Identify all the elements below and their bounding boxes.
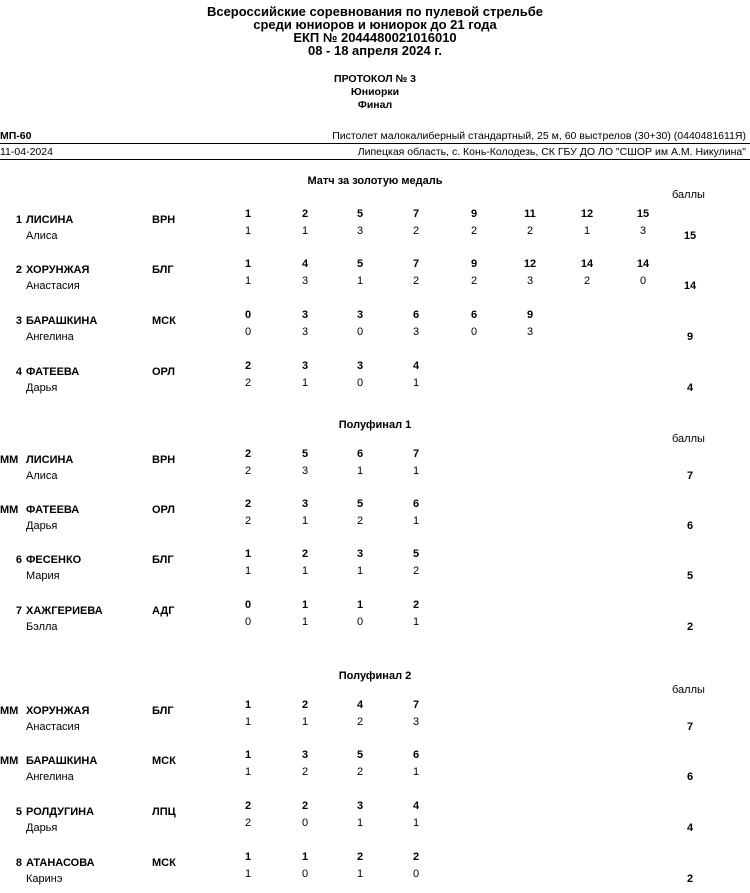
series-score: 1 [583, 225, 591, 237]
cumulative-score: 11 [524, 208, 536, 220]
points-total: 4 [686, 382, 694, 394]
points-total: 4 [686, 822, 694, 834]
cumulative-score: 14 [636, 258, 650, 270]
event-description: Пистолет малокалиберный стандартный, 25 м, 60 выстрелов (30+30) (0440481611Я) [332, 130, 746, 142]
cumulative-score: 6 [470, 309, 478, 321]
rank-cell: 1 [15, 214, 22, 226]
athlete-first-name: Алиса [26, 470, 58, 482]
series-score: 0 [470, 326, 478, 338]
points-total: 7 [686, 721, 694, 733]
series-score: 0 [639, 275, 647, 287]
header-rule-2 [0, 159, 750, 160]
rank-cell: 3 [15, 315, 22, 327]
series-score: 3 [412, 716, 420, 728]
series-score: 3 [526, 275, 534, 287]
cumulative-score: 3 [356, 309, 364, 321]
series-score: 0 [244, 616, 252, 628]
athlete-first-name: Дарья [26, 382, 58, 394]
title-line-2: среди юниоров и юниорок до 21 года [253, 17, 497, 32]
cumulative-score: 12 [523, 258, 537, 270]
cumulative-score: 3 [356, 360, 364, 372]
cumulative-score: 4 [301, 258, 309, 270]
cumulative-score: 2 [244, 448, 252, 460]
athlete-first-name: Ангелина [26, 771, 74, 783]
series-score: 0 [356, 377, 364, 389]
stage-label: Финал [357, 99, 393, 111]
series-score: 1 [244, 225, 252, 237]
cumulative-score: 1 [244, 208, 252, 220]
rank-cell: ММ [0, 504, 19, 516]
athlete-last-name: БАРАШКИНА [26, 315, 98, 327]
team-code: БЛГ [152, 264, 174, 276]
protocol-title: ПРОТОКОЛ № 3 [334, 73, 416, 85]
cumulative-score: 1 [244, 258, 252, 270]
team-code: МСК [152, 315, 176, 327]
series-score: 2 [244, 515, 252, 527]
section-title: Матч за золотую медаль [307, 175, 443, 187]
cumulative-score: 2 [244, 498, 252, 510]
athlete-last-name: ФЕСЕНКО [26, 554, 82, 566]
points-total: 15 [683, 230, 697, 242]
table-row [0, 800, 750, 838]
cumulative-score: 12 [580, 208, 594, 220]
points-total: 9 [686, 331, 694, 343]
cumulative-score: 9 [526, 309, 534, 321]
rank-cell: 2 [15, 264, 22, 276]
series-score: 1 [412, 616, 420, 628]
athlete-last-name: ХОРУНЖАЯ [26, 705, 90, 717]
cumulative-score: 3 [301, 309, 309, 321]
cumulative-score: 9 [470, 208, 478, 220]
cumulative-score: 2 [412, 599, 420, 611]
cumulative-score: 2 [412, 851, 420, 863]
series-score: 1 [301, 377, 309, 389]
series-score: 2 [301, 766, 309, 778]
points-column-header: баллы [672, 684, 705, 696]
points-column-header: баллы [672, 189, 705, 201]
cumulative-score: 0 [244, 309, 252, 321]
series-score: 1 [356, 275, 364, 287]
series-score: 2 [244, 817, 252, 829]
cumulative-score: 6 [412, 749, 420, 761]
team-code: БЛГ [152, 554, 174, 566]
cumulative-score: 5 [301, 448, 309, 460]
rank-cell: ММ [0, 755, 19, 767]
team-code: АДГ [152, 605, 175, 617]
table-row [0, 699, 750, 737]
cumulative-score: 7 [412, 699, 420, 711]
cumulative-score: 3 [301, 360, 309, 372]
cumulative-score: 2 [244, 800, 252, 812]
cumulative-score: 1 [356, 599, 364, 611]
cumulative-score: 5 [356, 749, 364, 761]
cumulative-score: 6 [412, 309, 420, 321]
cumulative-score: 9 [470, 258, 478, 270]
cumulative-score: 1 [244, 749, 252, 761]
series-score: 2 [412, 565, 420, 577]
points-total: 6 [686, 771, 694, 783]
cumulative-score: 15 [636, 208, 650, 220]
series-score: 2 [356, 716, 364, 728]
rank-cell: 5 [15, 806, 22, 818]
cumulative-score: 5 [356, 258, 364, 270]
athlete-last-name: ХАЖГЕРИЕВА [26, 605, 103, 617]
series-score: 2 [412, 225, 420, 237]
rank-cell: 8 [15, 857, 22, 869]
series-score: 0 [301, 817, 309, 829]
table-row [0, 851, 750, 889]
team-code: МСК [152, 857, 176, 869]
athlete-first-name: Ангелина [26, 331, 74, 343]
points-total: 6 [686, 520, 694, 532]
event-date: 11-04-2024 [0, 146, 53, 158]
cumulative-score: 1 [244, 548, 252, 560]
team-code: ВРН [152, 214, 176, 226]
cumulative-score: 5 [356, 208, 364, 220]
series-score: 2 [526, 225, 534, 237]
series-score: 2 [583, 275, 591, 287]
series-score: 1 [356, 817, 364, 829]
athlete-first-name: Бэлла [26, 621, 58, 633]
athlete-first-name: Мария [26, 570, 60, 582]
table-row [0, 208, 750, 246]
points-total: 2 [686, 621, 694, 633]
table-row [0, 498, 750, 536]
cumulative-score: 1 [301, 599, 309, 611]
title-line-3: ЕКП № 2044480021016010 [293, 30, 457, 45]
cumulative-score: 0 [244, 599, 252, 611]
series-score: 3 [356, 225, 364, 237]
cumulative-score: 2 [356, 851, 364, 863]
cumulative-score: 1 [301, 851, 309, 863]
cumulative-score: 4 [412, 800, 420, 812]
series-score: 0 [356, 616, 364, 628]
cumulative-score: 1 [244, 851, 252, 863]
cumulative-score: 2 [301, 208, 309, 220]
series-score: 1 [412, 817, 420, 829]
series-score: 1 [301, 716, 309, 728]
cumulative-score: 6 [412, 498, 420, 510]
team-code: ОРЛ [152, 504, 175, 516]
cumulative-score: 1 [244, 699, 252, 711]
cumulative-score: 6 [356, 448, 364, 460]
athlete-first-name: Дарья [26, 520, 58, 532]
series-score: 1 [412, 465, 420, 477]
cumulative-score: 2 [301, 548, 309, 560]
rank-cell: 4 [15, 366, 22, 378]
athlete-first-name: Каринэ [26, 873, 63, 885]
series-score: 1 [301, 515, 309, 527]
table-row [0, 309, 750, 347]
cumulative-score: 7 [412, 208, 420, 220]
cumulative-score: 2 [301, 699, 309, 711]
athlete-last-name: БАРАШКИНА [26, 755, 98, 767]
cumulative-score: 14 [580, 258, 594, 270]
series-score: 1 [244, 275, 252, 287]
header-rule-1 [0, 143, 750, 144]
series-score: 1 [244, 868, 252, 880]
cumulative-score: 3 [301, 749, 309, 761]
event-venue: Липецкая область, с. Конь-Колодезь, СК ГБУ ДО ЛО "СШОР им А.М. Никулина" [357, 146, 746, 158]
points-total: 7 [686, 470, 694, 482]
series-score: 1 [244, 565, 252, 577]
cumulative-score: 4 [412, 360, 420, 372]
series-score: 3 [301, 275, 309, 287]
cumulative-score: 3 [356, 800, 364, 812]
series-score: 2 [470, 275, 478, 287]
series-score: 0 [356, 326, 364, 338]
table-row [0, 360, 750, 398]
series-score: 2 [470, 225, 478, 237]
table-row [0, 258, 750, 296]
series-score: 1 [301, 616, 309, 628]
series-score: 3 [301, 465, 309, 477]
athlete-first-name: Анастасия [26, 280, 80, 292]
series-score: 2 [356, 766, 364, 778]
athlete-last-name: ФАТЕЕВА [26, 366, 80, 378]
series-score: 2 [356, 515, 364, 527]
cumulative-score: 4 [356, 699, 364, 711]
series-score: 0 [244, 326, 252, 338]
series-score: 1 [356, 868, 364, 880]
cumulative-score: 2 [301, 800, 309, 812]
series-score: 1 [301, 565, 309, 577]
title-line-4: 08 - 18 апреля 2024 г. [307, 43, 443, 58]
series-score: 1 [244, 716, 252, 728]
points-column-header: баллы [672, 433, 705, 445]
points-total: 14 [683, 280, 697, 292]
rank-cell: ММ [0, 705, 19, 717]
table-row [0, 749, 750, 787]
series-score: 0 [301, 868, 309, 880]
team-code: МСК [152, 755, 176, 767]
series-score: 1 [356, 565, 364, 577]
cumulative-score: 3 [356, 548, 364, 560]
series-score: 3 [639, 225, 647, 237]
series-score: 1 [412, 515, 420, 527]
series-score: 1 [356, 465, 364, 477]
athlete-first-name: Алиса [26, 230, 58, 242]
series-score: 3 [412, 326, 420, 338]
series-score: 1 [244, 766, 252, 778]
title-line-1: Всероссийские соревнования по пулевой стрельбе [206, 4, 544, 19]
team-code: ВРН [152, 454, 176, 466]
event-code: МП-60 [0, 130, 32, 142]
team-code: ОРЛ [152, 366, 175, 378]
athlete-last-name: ЛИСИНА [26, 454, 74, 466]
team-code: БЛГ [152, 705, 174, 717]
series-score: 1 [412, 766, 420, 778]
series-score: 0 [412, 868, 420, 880]
category-label: Юниорки [350, 86, 400, 98]
series-score: 2 [244, 465, 252, 477]
athlete-last-name: ФАТЕЕВА [26, 504, 80, 516]
table-row [0, 548, 750, 586]
rank-cell: 7 [15, 605, 22, 617]
series-score: 1 [301, 225, 309, 237]
athlete-last-name: ХОРУНЖАЯ [26, 264, 90, 276]
athlete-first-name: Анастасия [26, 721, 80, 733]
cumulative-score: 2 [244, 360, 252, 372]
team-code: ЛПЦ [152, 806, 176, 818]
series-score: 3 [301, 326, 309, 338]
cumulative-score: 5 [412, 548, 420, 560]
points-total: 2 [686, 873, 694, 885]
athlete-first-name: Дарья [26, 822, 58, 834]
series-score: 2 [412, 275, 420, 287]
rank-cell: 6 [15, 554, 22, 566]
rank-cell: ММ [0, 454, 19, 466]
series-score: 2 [244, 377, 252, 389]
athlete-last-name: ЛИСИНА [26, 214, 74, 226]
points-total: 5 [686, 570, 694, 582]
table-row [0, 448, 750, 486]
cumulative-score: 5 [356, 498, 364, 510]
series-score: 1 [412, 377, 420, 389]
athlete-last-name: АТАНАСОВА [26, 857, 95, 869]
cumulative-score: 7 [412, 258, 420, 270]
cumulative-score: 7 [412, 448, 420, 460]
section-title: Полуфинал 1 [338, 419, 412, 431]
table-row [0, 599, 750, 637]
cumulative-score: 3 [301, 498, 309, 510]
section-title: Полуфинал 2 [338, 670, 412, 682]
series-score: 3 [526, 326, 534, 338]
athlete-last-name: РОЛДУГИНА [26, 806, 95, 818]
